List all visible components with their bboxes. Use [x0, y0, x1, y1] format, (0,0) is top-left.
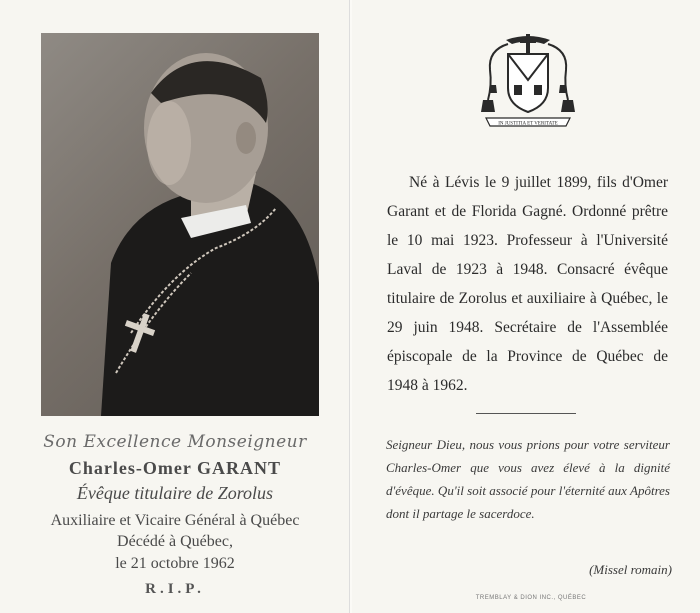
person-name: Charles-Omer GARANT [68, 458, 282, 478]
biography-text [387, 168, 668, 400]
death-date: le 21 octobre 1962 [115, 555, 235, 572]
role-line: Auxiliaire et Vicaire Général à Québec [50, 512, 300, 529]
rip-text: R.I.P. [145, 581, 205, 597]
honorific: Son Excellence Monseigneur [43, 432, 307, 452]
printer-credit: TREMBLAY & DION INC., QUÉBEC [475, 595, 587, 601]
biography-body: Né à Lévis le 9 juillet 1899, fils d'Omer Garant et de Florida Gagné. Ordonné prêtre le 10 mai 1923. Professeur à l'Université Laval de 1923 à 1948. Consacré évêque titulaire de Zorolus et auxiliaire à Québec, le 29 juin 1948. Secrétaire de l'Assemblée épiscopale de la Province de Québec de 1948 à 1962. [387, 174, 668, 394]
prayer-text [386, 433, 670, 525]
episcopal-title: Évêque titulaire de Zorolus [76, 483, 274, 503]
portrait-caption [0, 432, 350, 598]
death-place: Décédé à Québec, [117, 533, 233, 550]
portrait-photo [41, 33, 319, 416]
prayer-body: Seigneur Dieu, nous vous prions pour votre serviteur Charles-Omer que vous avez élevé à la dignité d'évêque. Qu'il soit associé pour l'éternité aux Apôtres dont il partage le sacerdoce. [386, 437, 670, 521]
prayer-source: (Missel romain) [589, 562, 672, 577]
coat-of-arms-icon [478, 30, 578, 132]
motto-text: IN JUSTITIA ET VERITATE [498, 121, 558, 127]
divider [476, 413, 576, 414]
portrait-figure [41, 33, 319, 416]
